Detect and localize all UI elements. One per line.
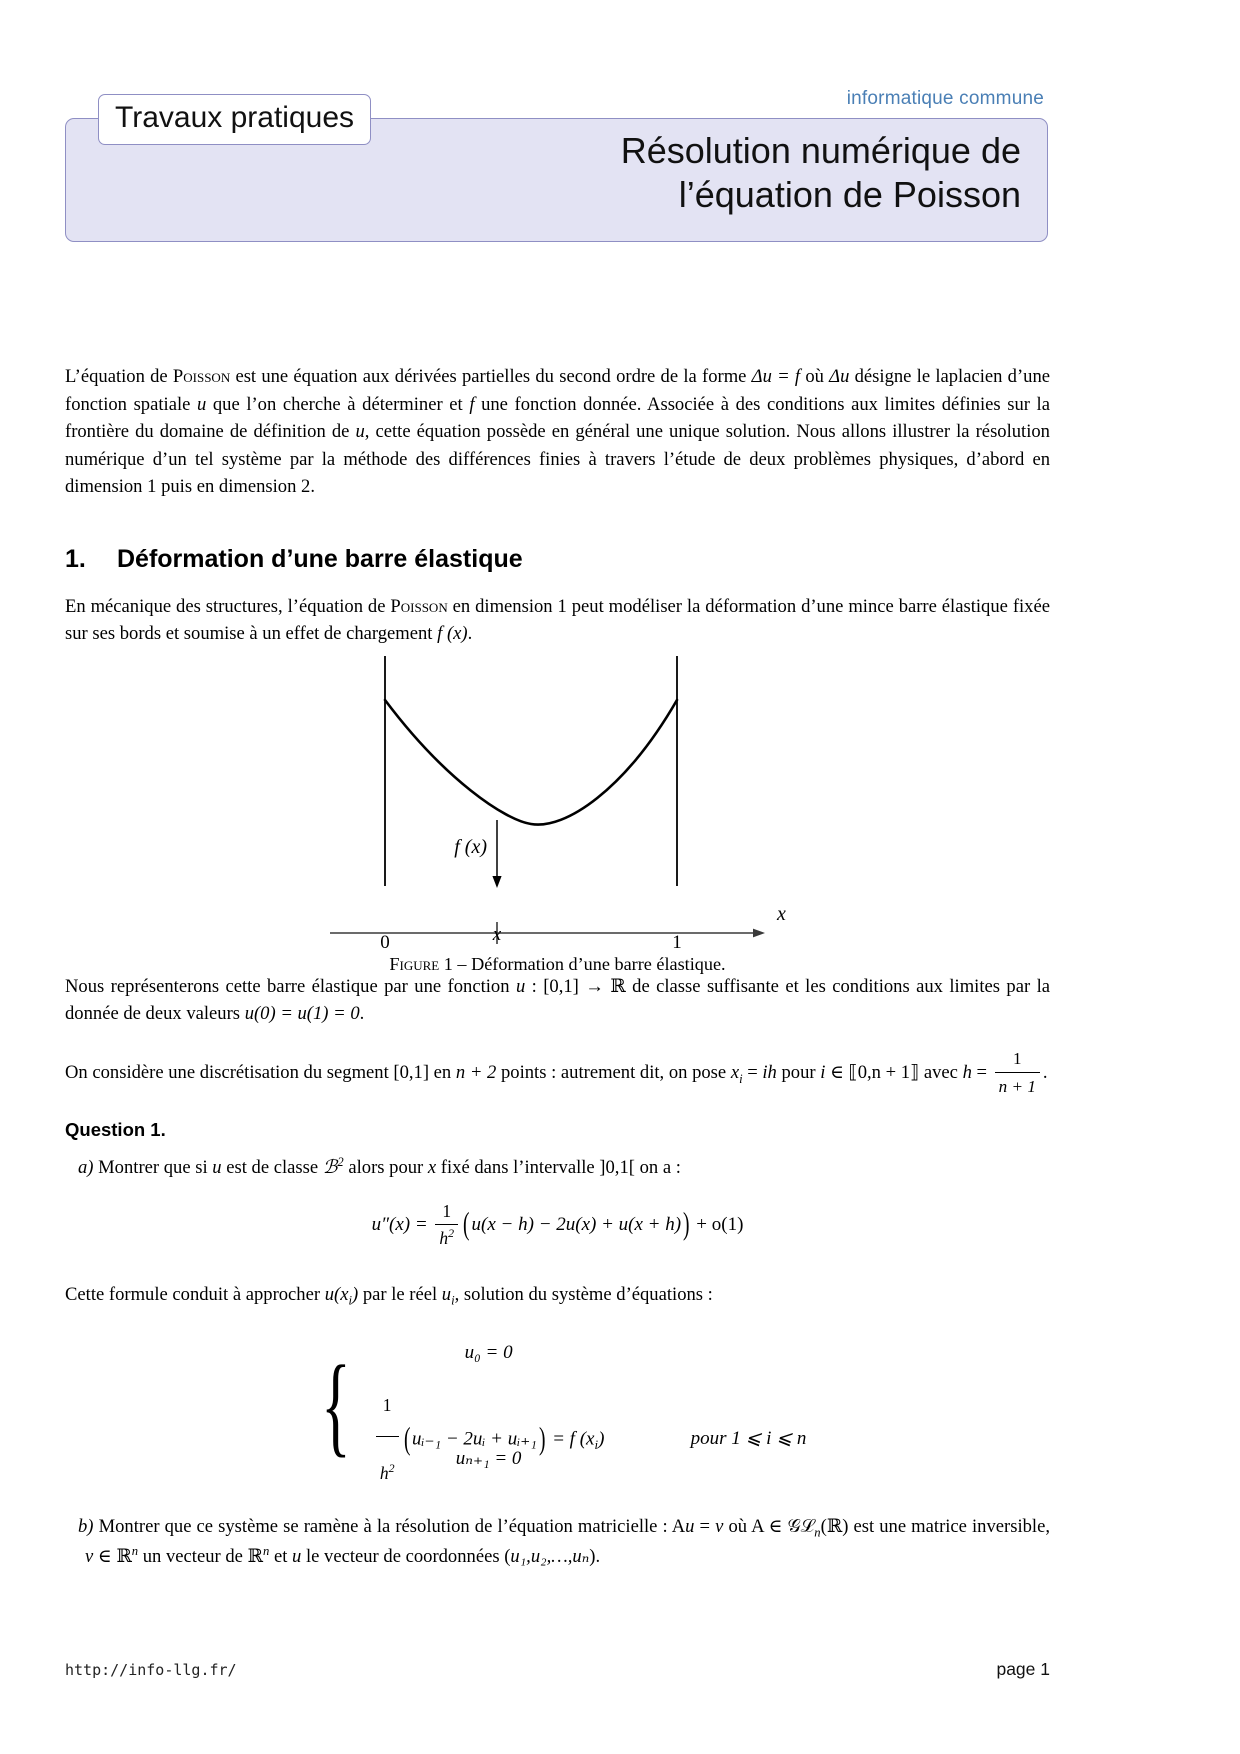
after-eq-ui-sub: i [451,1293,455,1308]
system-row-2-frac-den-exp: 2 [388,1460,395,1475]
item-b-u: u [685,1515,695,1537]
item-b-text-5: ∈ ℝ [93,1546,132,1568]
item-b-text-7: et [269,1546,293,1568]
sec1-text-c: . [467,623,473,645]
eq-taylor-close-paren: ) [683,1206,690,1242]
rep-text-b: : [0,1] → ℝ de classe suffisante et les conditions aux limites par la donnée de deux valeurs [65,975,1050,1025]
intro-du: Δu [829,366,850,387]
after-eq-text-c: , solution du système d’équations : [454,1284,713,1306]
section-1-paragraph [65,593,1050,648]
system-block [309,1330,807,1482]
item-b-text-6: un vecteur de ℝ [138,1546,263,1568]
figure-caption-text: Déformation d’une barre élastique. [471,953,726,974]
intro-u: u [196,393,207,415]
item-b-text-1: Montrer que ce système se ramène à la résolution de l’équation matricielle : A [93,1515,686,1537]
item-a-x: x [427,1157,437,1179]
section-1-title: Déformation d’une barre élastique [117,544,523,573]
intro-u2: u [355,421,365,443]
paragraph-after-equation [65,1281,1050,1310]
page-header [65,88,1050,248]
x-axis-arrow-head [753,928,765,937]
footer-page-number: page 1 [996,1659,1050,1679]
document-type-tag: Travaux pratiques [98,94,371,145]
disc-text-c: = [742,1061,763,1083]
sec1-text-b: en dimension 1 peut modéliser la déformation d’une mince barre élastique fixée sur ses bords et soumise à un effet de chargement [65,595,1050,645]
equation-system [65,1330,1050,1482]
section-1-heading [65,545,1050,574]
after-eq-ui: u [441,1284,452,1306]
item-a-u: u [212,1157,222,1179]
figure-1 [65,648,1050,974]
x-label-zero: 0 [380,931,390,948]
after-eq-uxi-end: ) [351,1284,359,1306]
deformed-bar-curve [385,700,677,825]
document-content [65,363,1050,1571]
item-b-sub-n: n [814,1525,821,1540]
intro-text-g: une fonction donnée. Associée à des conditions aux limites définies sur la frontière du domaine de définition de [65,393,1050,443]
intro-f: f [469,393,475,415]
x-label-one: 1 [672,931,682,948]
after-eq-uxi-sub: i [348,1293,352,1308]
eq-taylor-open-paren: ( [463,1206,470,1242]
item-a-class-C-exponent: 2 [337,1155,344,1170]
x-axis-name: x [777,902,786,925]
system-row-1 [339,1330,807,1376]
intro-text-h: , cette équation possède en général une unique solution. Nous allons illustrer la résolution numérique d’un tel système par la méthode des différences finies à travers l’étude de deux problèmes physiques, d’abord en dimension 1 puis en dimension 2. [65,421,1050,498]
equation-taylor [65,1201,1050,1250]
figure-load-label [454,836,487,858]
figure-load-label-text: f (x) [454,835,487,858]
eq-taylor-frac-den: h [439,1227,449,1248]
item-a-text-2: est de classe [221,1157,323,1179]
eq-taylor-tail: + o(1) [691,1213,744,1235]
system-row-2-fraction [376,1375,399,1503]
intro-paragraph [65,363,1050,501]
eq-taylor-lhs: u″(x) = [371,1213,433,1235]
intro-text-b: est une équation aux dérivées partielles du second ordre de la forme [230,366,752,387]
eq-taylor-frac-den-exp: 2 [448,1225,455,1240]
item-a-class-C: ℬ [322,1157,338,1179]
system-row-2-rhs-sub: i [594,1436,599,1452]
item-b-text-4: (ℝ) est une matrice inversible, [820,1515,1050,1537]
page-title [261,129,1021,217]
poisson-smallcaps: Poisson [172,366,231,387]
system-row-2-close-paren: ) [538,1420,546,1456]
disc-text-a: On considère une discrétisation du segment [0,1] en [65,1061,456,1083]
disc-text-d: pour [776,1061,821,1083]
item-a-text-4: fixé dans l’intervalle ]0,1[ on a : [436,1157,681,1179]
figure-caption-label: Figure [389,953,440,974]
item-a-text-3: alors pour [343,1157,428,1179]
item-b-text-3: où A ∈ 𝒢ℒ [723,1515,815,1537]
figure-1-caption [65,954,1050,975]
disc-text-g: . [1042,1061,1048,1083]
question-1-item-b [65,1513,1050,1571]
eq-taylor-fraction [435,1200,458,1249]
page-title-line-2: l’équation de Poisson [678,173,1021,215]
after-eq-uxi: u(x [324,1284,349,1306]
question-1-heading: Question 1. [65,1119,166,1141]
disc-text-b: points : autrement dit, on pose [496,1061,731,1083]
paragraph-discretisation [65,1047,1050,1101]
header-kicker: informatique commune [846,88,1044,109]
item-b-v: v [715,1515,724,1537]
disc-xi: x [730,1061,740,1083]
disc-i: i [820,1061,826,1083]
after-eq-text-a: Cette formule conduit à approcher [65,1284,325,1306]
system-row-2-condition: pour 1 ⩽ i ⩽ n [690,1427,807,1449]
disc-text-f: = [971,1061,992,1083]
sec1-fx: f (x) [437,623,468,645]
poisson-smallcaps-2: Poisson [390,595,448,617]
disc-np2: n + 2 [455,1061,497,1083]
rep-boundary-eq: u(0) = u(1) = 0 [244,1003,360,1025]
item-a-text-1: Montrer que si [93,1157,213,1179]
item-b-coords: u₁,u₂,…,uₙ [510,1546,590,1568]
disc-h-fraction [995,1046,1040,1100]
system-row-2-body: uᵢ₋₁ − 2uᵢ + uᵢ₊₁ [411,1427,537,1449]
elastic-bar-diagram [65,648,1050,948]
intro-text-c: où [800,366,830,387]
system-row-2-rhs: = f (x [547,1427,595,1449]
x-label-x: x [492,923,502,945]
disc-xi-sub: i [739,1071,743,1086]
item-b-text-9: ). [589,1546,601,1568]
load-arrow-head [492,876,501,888]
rep-u: u [515,975,526,997]
system-brace: { [320,1342,351,1467]
intro-text-e: que l’on cherche à déterminer et [206,393,470,415]
item-b-text-2: = [694,1515,716,1537]
page-title-line-1: Résolution numérique de [620,130,1021,171]
system-row-2-open-paren: ( [403,1420,410,1456]
rep-text-c: . [359,1003,365,1025]
intro-eq-laplacian: Δu = f [751,366,801,387]
item-b-sup-n: n [131,1544,139,1559]
system-row-2-frac-num: 1 [376,1375,399,1437]
disc-text-e: ∈ ⟦0,n + 1⟧ avec [825,1061,963,1083]
sec1-text-a: En mécanique des structures, l’équation de [65,595,391,617]
question-1-item-a [65,1153,1050,1182]
item-b-sup-n2: n [263,1544,270,1559]
item-b-marker: b) [78,1515,94,1537]
footer-url[interactable]: http://info-llg.fr/ [65,1661,237,1679]
disc-ih: ih [762,1061,777,1083]
eq-taylor-frac-num: 1 [435,1200,458,1225]
intro-text-a: L’équation de [65,366,173,387]
paragraph-representation [65,973,1050,1028]
system-row-3-eq: uₙ₊₁ = 0 [455,1447,522,1469]
intro-text-d: désigne le laplacien d’une fonction spatiale [65,366,1051,415]
item-b-v2: v [85,1546,94,1568]
item-a-marker: a) [78,1157,94,1179]
item-b-u2: u [292,1546,302,1568]
figure-caption-number: 1 – [439,953,472,974]
item-b-text-8: le vecteur de coordonnées ( [301,1546,511,1568]
disc-frac-denominator: n + 1 [998,1076,1036,1096]
eq-taylor-body: u(x − h) − 2u(x) + u(x + h) [471,1213,682,1235]
disc-frac-numerator: 1 [995,1046,1040,1073]
system-row-2-rhs-end: ) [598,1427,605,1449]
section-1-number: 1. [65,544,86,573]
disc-h: h [962,1061,972,1083]
page-footer [65,1659,1050,1680]
system-row-2-frac-den: h [379,1462,389,1483]
system-row-1-eq: u₀ = 0 [464,1341,513,1363]
after-eq-text-b: par le réel [358,1284,442,1306]
rep-text-a: Nous représenterons cette barre élastique par une fonction [65,975,516,997]
